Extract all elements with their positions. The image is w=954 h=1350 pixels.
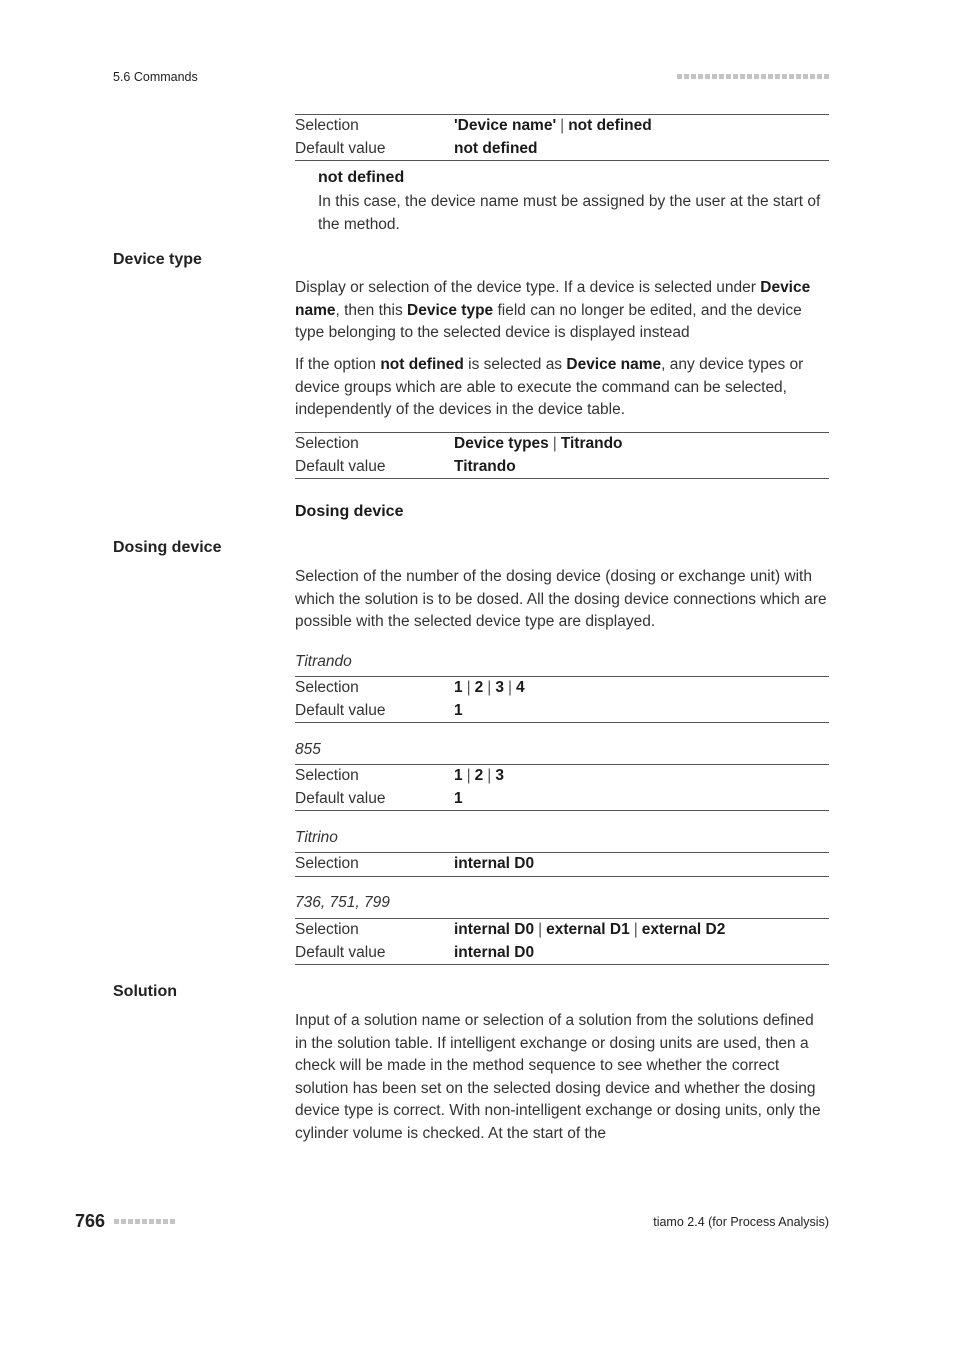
bold-term: Device name xyxy=(295,279,811,319)
selection-option: 1 xyxy=(454,679,463,697)
page-number: 766 xyxy=(75,1211,106,1231)
selection-row xyxy=(295,677,829,700)
selection-values xyxy=(454,117,652,135)
value-separator: | xyxy=(507,679,512,697)
titrino-parameter-table xyxy=(295,852,829,877)
selection-label: Selection xyxy=(295,921,359,939)
default-row xyxy=(295,456,829,479)
bold-term: Device name xyxy=(566,356,662,373)
selection-option: internal D0 xyxy=(454,921,535,939)
device-label-titrando: Titrando xyxy=(295,653,352,670)
bold-term: Device type xyxy=(407,301,494,319)
selection-label: Selection xyxy=(295,767,359,785)
text-run: Display or selection of the device type. If a device is selected under xyxy=(295,279,761,296)
text-run: is selected as xyxy=(463,356,567,373)
selection-option: 2 xyxy=(474,767,484,785)
device-type-paragraph-2 xyxy=(295,354,830,422)
note-text: In this case, the device name must be assigned by the user at the start of the method. xyxy=(318,193,821,233)
selection-values xyxy=(454,435,623,453)
dosing-device-text: Selection of the number of the dosing device (dosing or exchange unit) with which the solution is to be dosed. All the dosing device connections which are possible with the selected device type are displayed. xyxy=(295,568,827,630)
selection-option: external D1 xyxy=(546,921,630,939)
default-value: 1 xyxy=(454,701,463,719)
selection-option: not defined xyxy=(568,117,652,135)
selection-option: 'Device name' xyxy=(454,117,557,135)
default-row xyxy=(295,788,829,811)
device-type-paragraph-1 xyxy=(295,277,830,345)
selection-label: Selection xyxy=(295,117,359,135)
default-row xyxy=(295,700,829,723)
default-value: internal D0 xyxy=(454,943,535,961)
selection-option: internal D0 xyxy=(454,855,535,873)
selection-row xyxy=(295,853,829,876)
selection-values xyxy=(454,767,504,785)
default-label: Default value xyxy=(295,943,386,961)
selection-values xyxy=(454,855,534,873)
selection-option: 3 xyxy=(495,767,504,785)
dosing-device-subtitle: Dosing device xyxy=(295,503,404,520)
text-run: If the option xyxy=(295,356,381,373)
value-separator: | xyxy=(466,767,471,785)
dosing-device-heading: Dosing device xyxy=(113,539,222,556)
selection-label: Selection xyxy=(295,679,359,697)
note-title: not defined xyxy=(318,169,405,186)
default-value: 1 xyxy=(454,789,463,807)
device-type-parameter-table xyxy=(295,432,829,479)
default-label: Default value xyxy=(295,139,386,157)
selection-option: external D2 xyxy=(641,921,726,939)
footer-dots-decoration xyxy=(114,1219,175,1224)
device-label-855: 855 xyxy=(295,741,321,758)
value-separator: | xyxy=(487,679,492,697)
855-parameter-table xyxy=(295,764,829,811)
selection-option: 3 xyxy=(495,679,504,697)
selection-option: 2 xyxy=(474,679,484,697)
selection-row xyxy=(295,919,829,942)
device-name-parameter-table xyxy=(295,114,829,161)
device-label-titrino: Titrino xyxy=(295,829,338,846)
selection-option: 1 xyxy=(454,767,463,785)
selection-row xyxy=(295,765,829,788)
selection-values xyxy=(454,679,525,697)
device-type-heading: Device type xyxy=(113,251,202,268)
text-run: field can no longer be edited, and the device type belonging to the selected device is displayed instead xyxy=(295,301,802,341)
selection-option: Titrando xyxy=(560,435,623,453)
selection-values xyxy=(454,921,725,939)
selection-row xyxy=(295,433,829,456)
value-separator: | xyxy=(487,767,492,785)
footer-product-name: tiamo 2.4 (for Process Analysis) xyxy=(653,1215,829,1229)
text-run: , any device types or device groups which are able to execute the command can be selected, independently of the devices in the device table. xyxy=(295,356,804,418)
solution-heading: Solution xyxy=(113,983,177,1000)
value-separator: | xyxy=(560,117,565,135)
value-separator: | xyxy=(538,921,543,939)
selection-option: Device types xyxy=(454,435,549,453)
selection-label: Selection xyxy=(295,855,359,873)
selection-option: 4 xyxy=(515,679,525,697)
device-label-736-751-799: 736, 751, 799 xyxy=(295,894,390,911)
default-label: Default value xyxy=(295,701,386,719)
default-row xyxy=(295,138,829,161)
titrando-parameter-table xyxy=(295,676,829,723)
header-dots-decoration xyxy=(677,74,829,79)
bold-term: not defined xyxy=(380,356,464,373)
selection-label: Selection xyxy=(295,435,359,453)
default-row xyxy=(295,942,829,965)
default-value: not defined xyxy=(454,139,538,157)
default-label: Default value xyxy=(295,789,386,807)
default-label: Default value xyxy=(295,457,386,475)
default-value: Titrando xyxy=(454,457,516,475)
text-run: , then this xyxy=(335,301,408,319)
value-separator: | xyxy=(552,435,557,453)
736-751-799-parameter-table xyxy=(295,918,829,965)
solution-text: Input of a solution name or selection of a solution from the solutions defined in the solution table. If intelligent exchange or dosing units are used, then a check will be made in the method sequence to see whether the correct solution has been set on the selected dosing device and whether the dosing device type is correct. With non-intelligent exchange or dosing units, only the cylinder volume is checked. At the start of the xyxy=(295,1012,821,1142)
value-separator: | xyxy=(633,921,638,939)
value-separator: | xyxy=(466,679,471,697)
selection-row xyxy=(295,115,829,138)
running-header-section: 5.6 Commands xyxy=(113,70,198,84)
